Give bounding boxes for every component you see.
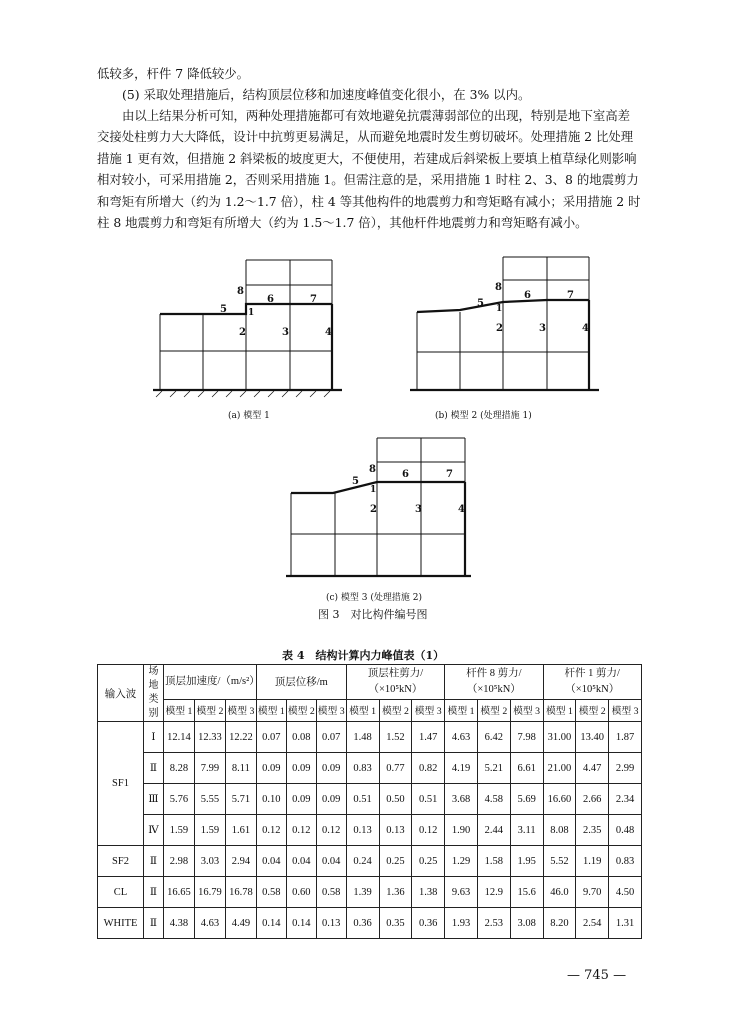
cell-value: 1.38: [412, 877, 445, 908]
label-3: 3: [282, 327, 289, 338]
cell-value: 0.25: [412, 846, 445, 877]
cell-value: 2.53: [477, 908, 510, 939]
cell-value: 7.98: [510, 722, 543, 753]
table-body: [98, 722, 642, 939]
cell-value: 46.0: [543, 877, 576, 908]
label-8: 8: [495, 282, 502, 293]
cell-site: Ⅳ: [144, 815, 164, 846]
header-shear-1: 杆件 1 剪力/（×10⁵kN）: [543, 665, 641, 700]
cell-site: Ⅰ: [144, 722, 164, 753]
paragraph-2: (5) 采取处理措施后，结构顶层位移和加速度峰值变化很小，在 3% 以内。: [122, 87, 531, 102]
cell-value: 1.61: [225, 815, 256, 846]
cell-value: 4.63: [194, 908, 225, 939]
figure-model-2: [407, 250, 607, 420]
cell-value: 2.44: [477, 815, 510, 846]
label-8: 8: [237, 286, 244, 297]
cell-site: Ⅱ: [144, 846, 164, 877]
cell-value: 0.07: [316, 722, 346, 753]
label-6: 6: [402, 469, 409, 480]
cell-value: 0.36: [346, 908, 379, 939]
cell-value: 4.47: [576, 753, 609, 784]
cell-value: 0.77: [379, 753, 412, 784]
cell-value: 15.6: [510, 877, 543, 908]
cell-value: 0.58: [316, 877, 346, 908]
cell-value: 0.50: [379, 784, 412, 815]
subheader-model: 模型 1: [256, 699, 286, 721]
cell-value: 0.04: [256, 846, 286, 877]
cell-value: 21.00: [543, 753, 576, 784]
cell-value: 0.09: [316, 753, 346, 784]
table-row: [98, 722, 642, 753]
cell-value: 0.08: [286, 722, 316, 753]
cell-value: 8.11: [225, 753, 256, 784]
cell-value: 0.14: [286, 908, 316, 939]
cell-value: 5.76: [164, 784, 195, 815]
cell-value: 16.79: [194, 877, 225, 908]
cell-value: 0.58: [256, 877, 286, 908]
cell-site: Ⅱ: [144, 753, 164, 784]
cell-value: 0.10: [256, 784, 286, 815]
header-site: 场地类别: [144, 665, 164, 722]
cell-value: 0.35: [379, 908, 412, 939]
label-7: 7: [567, 290, 574, 301]
label-7: 7: [310, 294, 317, 305]
subheader-model: 模型 3: [609, 699, 642, 721]
subheader-model: 模型 2: [286, 699, 316, 721]
header-shear-8: 杆件 8 剪力/（×10⁵kN）: [445, 665, 543, 700]
label-5: 5: [220, 304, 227, 315]
label-3: 3: [539, 323, 546, 334]
header-shear-top: 顶层柱剪力/（×10⁵kN）: [346, 665, 444, 700]
cell-value: 0.13: [316, 908, 346, 939]
label-5: 5: [477, 298, 484, 309]
cell-site: Ⅱ: [144, 908, 164, 939]
model-2-drawing: [407, 250, 607, 420]
cell-value: 8.28: [164, 753, 195, 784]
paragraph-1: 低较多，杆件 7 降低较少。: [97, 66, 250, 81]
cell-value: 0.04: [316, 846, 346, 877]
cell-value: 1.48: [346, 722, 379, 753]
label-2: 2: [496, 323, 503, 334]
cell-value: 1.19: [576, 846, 609, 877]
label-4: 4: [325, 327, 332, 338]
subheader-model: 模型 1: [543, 699, 576, 721]
cell-value: 0.09: [256, 753, 286, 784]
caption-b: (b) 模型 2 (处理措施 1): [435, 411, 532, 421]
cell-value: 2.66: [576, 784, 609, 815]
cell-value: 16.60: [543, 784, 576, 815]
model-1-drawing: [150, 250, 350, 420]
cell-value: 16.78: [225, 877, 256, 908]
subheader-model: 模型 1: [445, 699, 478, 721]
cell-value: 6.61: [510, 753, 543, 784]
cell-value: 0.12: [256, 815, 286, 846]
cell-value: 3.03: [194, 846, 225, 877]
cell-value: 0.83: [609, 846, 642, 877]
model-3-drawing: [283, 430, 483, 590]
cell-value: 0.13: [379, 815, 412, 846]
cell-value: 2.34: [609, 784, 642, 815]
caption-c: (c) 模型 3 (处理措施 2): [326, 593, 422, 603]
cell-value: 4.38: [164, 908, 195, 939]
cell-value: 6.42: [477, 722, 510, 753]
cell-value: 1.90: [445, 815, 478, 846]
cell-value: 0.51: [346, 784, 379, 815]
cell-value: 1.29: [445, 846, 478, 877]
table-row: [98, 908, 642, 939]
results-table: [97, 664, 642, 939]
cell-wave: WHITE: [98, 908, 144, 939]
label-8: 8: [369, 464, 376, 475]
cell-value: 1.95: [510, 846, 543, 877]
cell-value: 8.20: [543, 908, 576, 939]
cell-wave: SF2: [98, 846, 144, 877]
cell-value: 31.00: [543, 722, 576, 753]
cell-value: 2.94: [225, 846, 256, 877]
cell-value: 2.35: [576, 815, 609, 846]
table-row: [98, 877, 642, 908]
table-row: [98, 784, 642, 815]
cell-value: 1.36: [379, 877, 412, 908]
cell-value: 0.09: [316, 784, 346, 815]
cell-value: 1.87: [609, 722, 642, 753]
label-2: 2: [370, 504, 377, 515]
cell-value: 0.83: [346, 753, 379, 784]
cell-value: 5.52: [543, 846, 576, 877]
cell-value: 4.58: [477, 784, 510, 815]
cell-value: 1.58: [477, 846, 510, 877]
subheader-model: 模型 1: [164, 699, 195, 721]
cell-value: 2.54: [576, 908, 609, 939]
label-3: 3: [415, 504, 422, 515]
caption-a: (a) 模型 1: [228, 411, 270, 421]
subheader-model: 模型 3: [412, 699, 445, 721]
cell-wave: CL: [98, 877, 144, 908]
cell-value: 0.60: [286, 877, 316, 908]
label-1: 1: [248, 308, 255, 318]
subheader-model: 模型 2: [576, 699, 609, 721]
cell-value: 7.99: [194, 753, 225, 784]
cell-site: Ⅱ: [144, 877, 164, 908]
cell-value: 0.07: [256, 722, 286, 753]
header-disp: 顶层位移/m: [256, 665, 346, 700]
label-7: 7: [446, 469, 453, 480]
label-4: 4: [582, 323, 589, 334]
subheader-model: 模型 3: [510, 699, 543, 721]
subheader-row: [98, 699, 642, 721]
cell-value: 12.22: [225, 722, 256, 753]
header-accel: 顶层加速度/（m/s²）: [164, 665, 257, 700]
cell-value: 5.71: [225, 784, 256, 815]
cell-value: 2.99: [609, 753, 642, 784]
cell-value: 5.21: [477, 753, 510, 784]
subheader-model: 模型 3: [225, 699, 256, 721]
cell-value: 0.12: [316, 815, 346, 846]
figure-model-3: [283, 430, 483, 590]
paragraph-3: 由以上结果分析可知，两种处理措施都可有效地避免抗震薄弱部位的出现，特别是地下室高差交接处柱剪力大大降低，设计中抗剪更易满足，从而避免地震时发生剪切破坏。处理措施 2 比处理措施 1 更有效，但措施 2 斜梁板的坡度更大，不便使用，若建成后斜梁板上要填上植草绿化则影响相对较小，可采用措施 2，否则采用措施 1。但需注意的是，采用措施 1 时柱 2、3、8 的地震剪力和弯矩有所增大（约为 1.2～1.7 倍），柱 4 等其他构件的地震剪力和弯矩略有减小；采用措施 2 时柱 8 地震剪力和弯矩有所增大（约为 1.5～1.7 倍），其他杆件地震剪力和弯矩略有减小。: [97, 108, 641, 231]
cell-value: 9.63: [445, 877, 478, 908]
subheader-model: 模型 2: [194, 699, 225, 721]
cell-value: 9.70: [576, 877, 609, 908]
cell-value: 3.08: [510, 908, 543, 939]
cell-value: 4.19: [445, 753, 478, 784]
cell-site: Ⅲ: [144, 784, 164, 815]
cell-value: 0.36: [412, 908, 445, 939]
cell-value: 1.47: [412, 722, 445, 753]
label-6: 6: [524, 290, 531, 301]
figure-model-1: [150, 250, 350, 420]
cell-value: 4.49: [225, 908, 256, 939]
cell-value: 12.9: [477, 877, 510, 908]
cell-value: 5.55: [194, 784, 225, 815]
cell-value: 4.50: [609, 877, 642, 908]
table-title: 表 4 结构计算内力峰值表（1）: [282, 649, 445, 662]
label-1: 1: [370, 485, 377, 495]
cell-value: 0.51: [412, 784, 445, 815]
cell-value: 1.59: [194, 815, 225, 846]
subheader-model: 模型 1: [346, 699, 379, 721]
table-row: [98, 846, 642, 877]
cell-value: 0.09: [286, 784, 316, 815]
figure-caption: 图 3 对比构件编号图: [318, 608, 428, 621]
cell-value: 3.68: [445, 784, 478, 815]
label-6: 6: [267, 294, 274, 305]
cell-value: 1.31: [609, 908, 642, 939]
cell-value: 0.12: [412, 815, 445, 846]
header-wave: 输入波: [98, 665, 144, 722]
subheader-model: 模型 2: [379, 699, 412, 721]
cell-value: 5.69: [510, 784, 543, 815]
subheader-model: 模型 3: [316, 699, 346, 721]
cell-value: 0.13: [346, 815, 379, 846]
cell-value: 1.52: [379, 722, 412, 753]
cell-value: 13.40: [576, 722, 609, 753]
label-1: 1: [496, 304, 503, 314]
cell-value: 0.48: [609, 815, 642, 846]
table-row: [98, 815, 642, 846]
label-5: 5: [352, 476, 359, 487]
label-4: 4: [458, 504, 465, 515]
label-2: 2: [239, 327, 246, 338]
cell-value: 0.24: [346, 846, 379, 877]
cell-value: 0.04: [286, 846, 316, 877]
cell-value: 0.14: [256, 908, 286, 939]
cell-value: 0.09: [286, 753, 316, 784]
page-number: — 745 —: [567, 968, 627, 983]
cell-value: 8.08: [543, 815, 576, 846]
subheader-model: 模型 2: [477, 699, 510, 721]
cell-wave: SF1: [98, 722, 144, 846]
cell-value: 1.59: [164, 815, 195, 846]
cell-value: 0.25: [379, 846, 412, 877]
cell-value: 4.63: [445, 722, 478, 753]
table-row: [98, 753, 642, 784]
cell-value: 12.33: [194, 722, 225, 753]
cell-value: 12.14: [164, 722, 195, 753]
cell-value: 16.65: [164, 877, 195, 908]
cell-value: 1.93: [445, 908, 478, 939]
cell-value: 2.98: [164, 846, 195, 877]
cell-value: 0.12: [286, 815, 316, 846]
cell-value: 3.11: [510, 815, 543, 846]
cell-value: 1.39: [346, 877, 379, 908]
cell-value: 0.82: [412, 753, 445, 784]
